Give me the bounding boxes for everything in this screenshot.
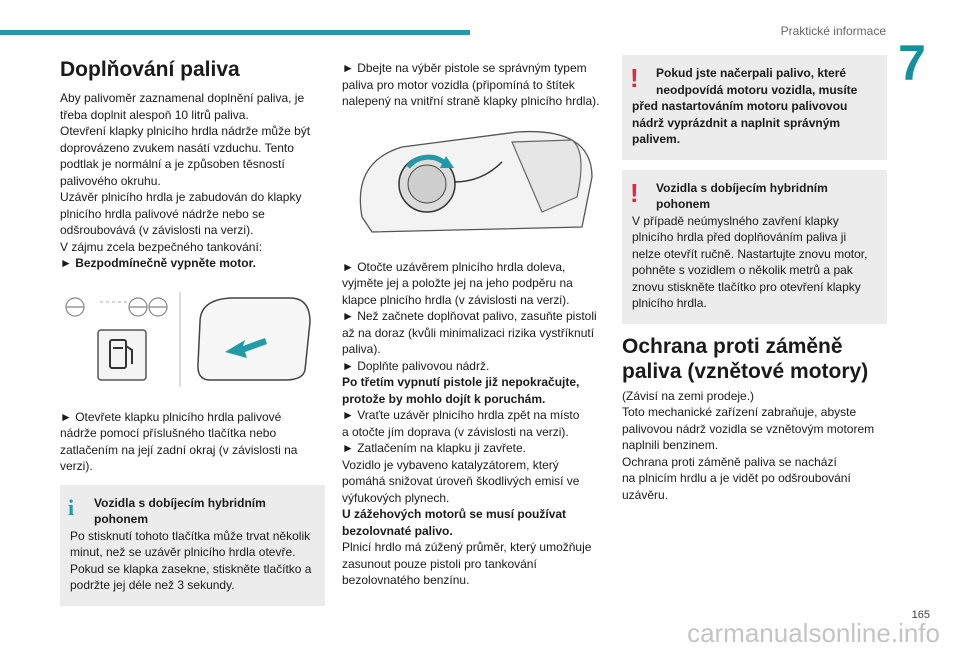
page-title: Doplňování paliva bbox=[60, 58, 240, 81]
column-1 bbox=[60, 58, 325, 616]
warning-icon: ! bbox=[630, 63, 639, 93]
paragraph: Aby palivoměr zaznamenal doplnění paliva, je třeba doplnit alespoň 10 litrů paliva. Otevření klapky plnicího hrdla nádrže může být doprovázeno zvukem nasátí vzduchu. Tento podtlak je normální a je způsoben těsností palivového okruhu. Uzávěr plnicího hrdla je zabudován do klapky plnicího hrdla palivové nádrže nebo se odšroubovává (v závislosti na verzi). V zájmu zcela bezpečného tankování: bbox=[60, 91, 311, 254]
paragraph-bold: Po třetím vypnutí pistole již nepokračujte, protože by mohlo dojít k poruchám. bbox=[342, 375, 580, 406]
note-title: Pokud jste načerpali palivo, které neodpovídá motoru vozidla, musíte bbox=[656, 66, 858, 97]
fuel-flap-button-illustration bbox=[60, 282, 325, 392]
paragraph: ► Vraťte uzávěr plnicího hrdla zpět na místo a otočte jím doprava (v závislosti na verzi). ► Zatlačením na klapku ji zavřete. Vozidlo je vybaveno katalyzátorem, který pomáhá snižovat úroveň škodlivých emisí ve výfukových plynech. bbox=[342, 408, 580, 505]
paragraph: Plnicí hrdlo má zúžený průměr, který umožňuje zasunout pouze pistoli pro tankování bezolovnatého benzínu. bbox=[342, 540, 592, 587]
section-heading: Ochrana proti záměně paliva (vznětové motory) bbox=[622, 334, 869, 383]
info-icon: i bbox=[68, 494, 75, 520]
column-3 bbox=[622, 55, 887, 503]
warning-note bbox=[622, 55, 887, 160]
watermark: carmanualsonline.info bbox=[687, 618, 940, 648]
paragraph: (Závisí na zemi prodeje.) Toto mechanické zařízení zabraňuje, abyste palivovou nádrž vozidla se vznětovým motorem naplnili benzinem. Ochrana proti záměně paliva se nachází na plnicím hrdlu a je vidět po odšroubování uzávěru. bbox=[622, 388, 875, 502]
chapter-number: 7 bbox=[898, 35, 926, 91]
page-number: 165 bbox=[911, 609, 930, 621]
fuel-flap-outline bbox=[198, 298, 310, 380]
note-title: Vozidla s dobíjecím hybridním pohonem bbox=[94, 495, 266, 526]
warning-note bbox=[622, 170, 887, 324]
fuel-flap-button bbox=[98, 330, 146, 380]
paragraph: ► Dbejte na výběr pistole se správným typem paliva pro motor vozidla (připomíná to štítek nalepený na vnitřní straně klapky plnicího hrdla). bbox=[342, 61, 600, 108]
warning-icon: ! bbox=[630, 177, 639, 208]
paragraph-bold: U zážehových motorů se musí používat bezolovnaté palivo. bbox=[342, 507, 567, 538]
note-title: Vozidla s dobíjecím hybridním pohonem bbox=[656, 180, 828, 211]
column-2 bbox=[342, 60, 607, 589]
paragraph: ► Otočte uzávěrem plnicího hrdla doleva, vyjměte jej a položte jej na jeho podpěru na klapce plnicího hrdla (v závislosti na verzi). ► Než začnete doplňovat palivo, zasuňte pistoli až na doraz (kvůli minimalizaci rizika vystříknutí paliva). ► Doplňte palivovou nádrž. bbox=[342, 259, 597, 373]
header-accent-bar bbox=[0, 30, 470, 35]
section-label: Praktické informace bbox=[780, 24, 886, 38]
info-note bbox=[60, 485, 325, 606]
paragraph: ► Otevřete klapku plnicího hrdla palivové nádrže pomocí příslušného tlačítka nebo zatlačením na její zadní okraj (v závislosti na verzi). bbox=[60, 409, 298, 473]
note-body: Po stisknutí tohoto tlačítka může trvat několik minut, než se uzávěr plnicího hrdla otevře. Pokud se klapka zasekne, stiskněte tlačítko a podržte jej déle než 3 sekundy. bbox=[70, 528, 312, 592]
note-body: před nastartováním motoru palivovou nádrž vyprázdnit a naplnit správným palivem. bbox=[632, 99, 848, 146]
note-body: V případě neúmyslného zavření klapky plnicího hrdla před doplňováním paliva ji nelze otevřít ručně. Nastartujte znovu motor, pohněte s vozidlem o několik metrů a pak znovu stiskněte tlačítko pro otevření klapky plnicího hrdla. bbox=[632, 213, 868, 310]
paragraph-bold: ► Bezpodmínečně vypněte motor. bbox=[60, 256, 256, 270]
fuel-cap-illustration bbox=[342, 122, 607, 242]
steering-wheel-icon bbox=[66, 298, 167, 316]
